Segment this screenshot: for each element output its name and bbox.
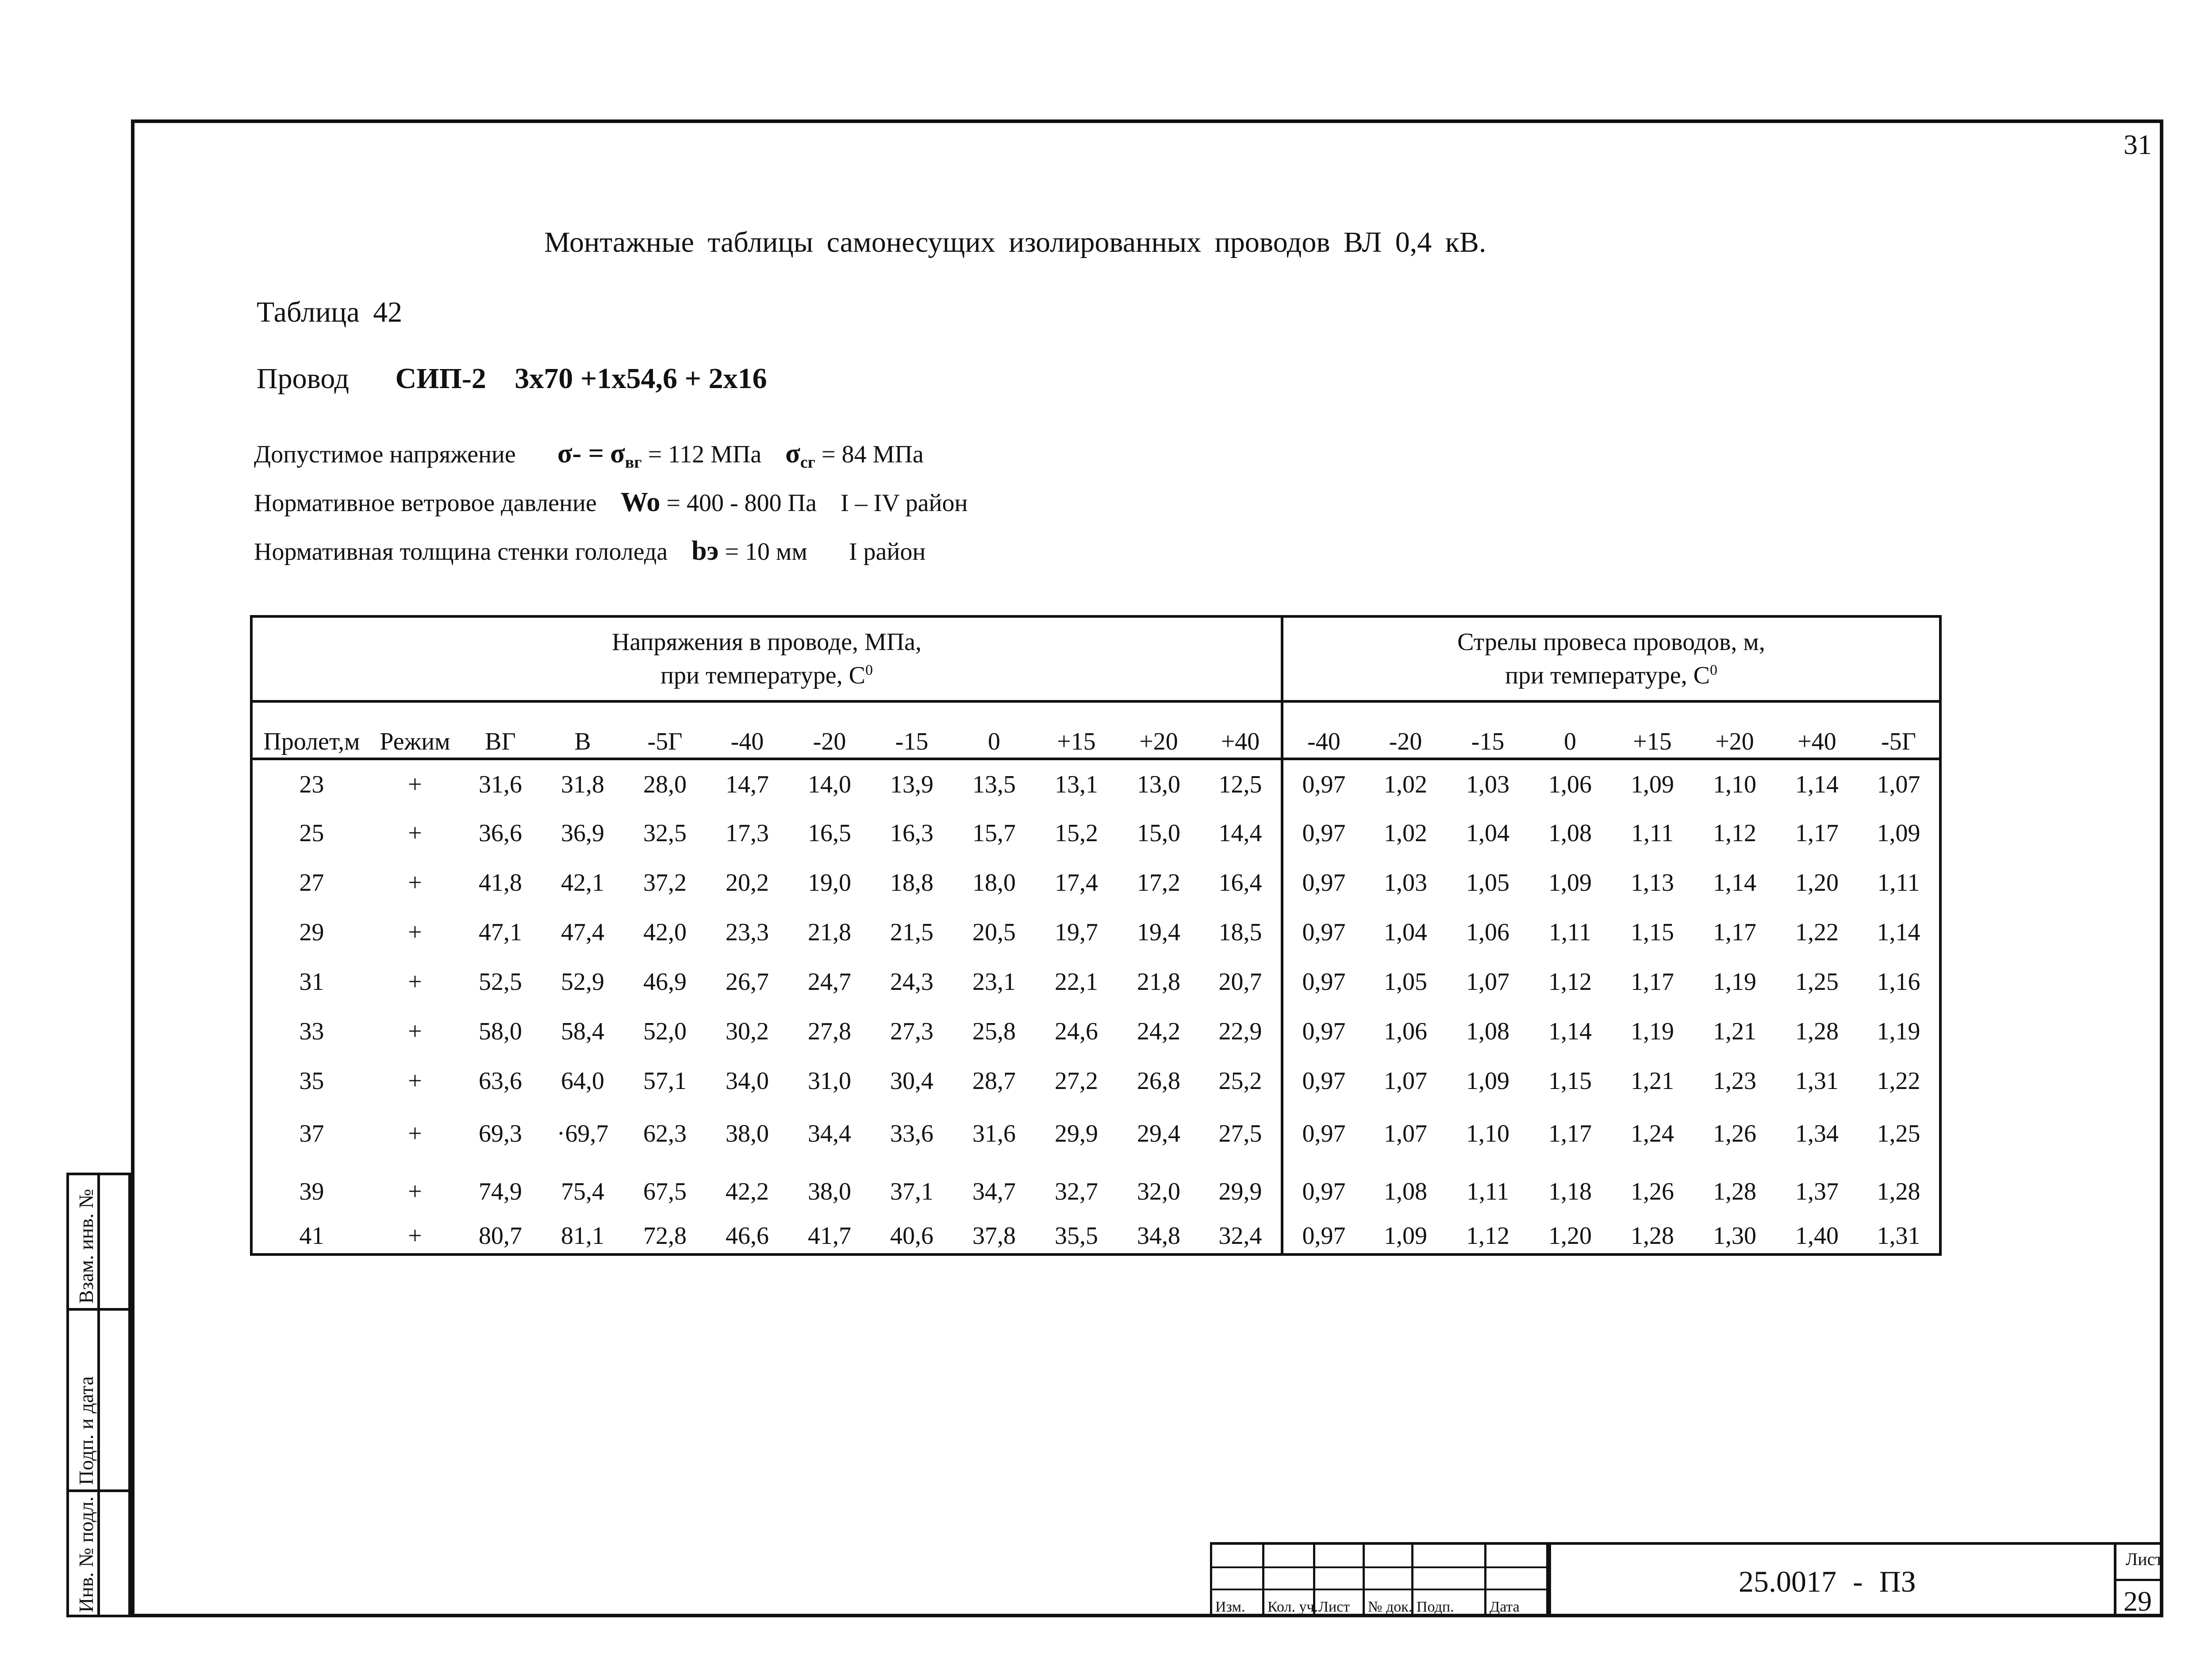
table-cell: 1,14 <box>1795 770 1839 798</box>
table-cell: 1,04 <box>1384 919 1427 946</box>
table-cell: 69,3 <box>479 1120 522 1147</box>
table-cell: 27,2 <box>1055 1067 1098 1095</box>
table-cell: 26,7 <box>726 968 769 996</box>
table-cell: 1,09 <box>1466 1067 1509 1095</box>
table-cell: 1,07 <box>1384 1067 1427 1095</box>
table-cell: 1,23 <box>1713 1067 1756 1095</box>
table-cell: 1,11 <box>1549 919 1591 946</box>
table-cell: 0,97 <box>1282 1007 1364 1056</box>
side-cell-replace <box>69 1175 100 1308</box>
table-cell: 16,5 <box>808 820 851 847</box>
table-cell: 1,11 <box>1467 1178 1509 1205</box>
table-cell: 29 <box>251 908 371 957</box>
table-cell: ·69,7 <box>557 1120 609 1147</box>
table-cell: 1,24 <box>1631 1120 1674 1147</box>
column-header: -15 <box>871 701 953 759</box>
table-cell: 1,22 <box>1795 919 1839 946</box>
table-cell: 34,8 <box>1118 1222 1200 1254</box>
table-row <box>251 908 1940 957</box>
table-cell: 35,5 <box>1035 1222 1118 1254</box>
table-cell: 24,6 <box>1055 1018 1098 1045</box>
table-cell: 46,6 <box>706 1222 788 1254</box>
table-cell: 41,8 <box>479 869 522 896</box>
table-cell: 1,17 <box>1631 968 1674 996</box>
table-cell: 17,2 <box>1137 869 1180 896</box>
table-cell: 1,22 <box>1858 1056 1940 1106</box>
table-cell: 52,5 <box>479 968 522 996</box>
table-cell: 1,02 <box>1384 820 1427 847</box>
table-cell: 64,0 <box>561 1067 604 1095</box>
table-cell: 81,1 <box>541 1222 624 1254</box>
table-cell: 42,2 <box>726 1178 769 1205</box>
table-cell: 42,1 <box>561 869 604 896</box>
table-cell: 1,21 <box>1713 1018 1756 1045</box>
column-header: +40 <box>1200 701 1282 759</box>
table-label: Таблица 42 <box>257 296 403 328</box>
document-code: 25.0017 - ПЗ <box>1739 1565 1916 1598</box>
title-block-label: Кол. уч. <box>1267 1599 1318 1615</box>
table-cell: + <box>408 1018 422 1045</box>
group-header-stress <box>251 616 1282 701</box>
table-cell: 1,37 <box>1795 1178 1839 1205</box>
title-block-label: № док. <box>1368 1599 1413 1615</box>
table-cell: + <box>408 919 422 946</box>
table-cell: 21,8 <box>1137 968 1180 996</box>
table-cell: + <box>408 968 422 996</box>
title-block-label: Подп. <box>1417 1599 1454 1615</box>
wind-symbol: Wo <box>620 487 661 517</box>
table-cell: 0,97 <box>1282 908 1364 957</box>
table-cell: 0,97 <box>1282 808 1364 858</box>
table-cell: 1,09 <box>1858 808 1940 858</box>
stress-symbol-3: σ <box>785 439 800 469</box>
title-block-vline <box>1262 1542 1264 1617</box>
table-cell: 23,3 <box>726 919 769 946</box>
table-cell: + <box>408 1067 422 1095</box>
table-cell: 31,6 <box>479 770 522 798</box>
table-cell: 20,2 <box>726 869 769 896</box>
table-cell: 34,7 <box>972 1178 1016 1205</box>
table-cell: 0,97 <box>1282 1056 1364 1106</box>
column-header: ВГ <box>459 701 541 759</box>
table-cell: 31,6 <box>972 1120 1016 1147</box>
table-cell: 1,05 <box>1466 869 1509 896</box>
wire-type: СИП-2 <box>395 362 486 395</box>
title-block-hline <box>1210 1589 1548 1590</box>
table-row <box>251 1106 1940 1162</box>
table-cell: 1,11 <box>1858 858 1940 908</box>
wire-label: Провод <box>257 362 349 395</box>
table-cell: 37,1 <box>890 1178 933 1205</box>
table-cell: 0,97 <box>1282 858 1364 908</box>
document-title: Монтажные таблицы самонесущих изолированных проводов ВЛ 0,4 кВ. <box>544 226 1486 258</box>
title-block-vline <box>1363 1542 1365 1617</box>
table-cell: 37,8 <box>953 1222 1035 1254</box>
table-cell: 14,4 <box>1218 820 1262 847</box>
wind-region: I – IV район <box>840 489 968 517</box>
stress-value-2: = 84 МПа <box>822 441 924 468</box>
table-cell: 67,5 <box>643 1178 687 1205</box>
table-cell: 1,19 <box>1858 1007 1940 1056</box>
table-cell: 1,12 <box>1548 968 1592 996</box>
table-cell: 1,07 <box>1858 759 1940 808</box>
table-cell: 30,2 <box>726 1018 769 1045</box>
table-cell: 47,4 <box>561 919 604 946</box>
table-cell: 38,0 <box>726 1120 769 1147</box>
column-header: +15 <box>1035 701 1118 759</box>
column-header: +20 <box>1118 701 1200 759</box>
table-cell: 41 <box>251 1222 371 1254</box>
table-cell: 74,9 <box>479 1178 522 1205</box>
table-cell: 1,12 <box>1447 1222 1529 1254</box>
column-header: -20 <box>788 701 871 759</box>
table-cell: 31 <box>251 957 371 1007</box>
table-cell: 1,17 <box>1713 919 1756 946</box>
wind-label: Нормативное ветровое давление <box>254 489 597 517</box>
table-cell: 1,09 <box>1631 770 1674 798</box>
table-cell: 29,9 <box>1055 1120 1098 1147</box>
table-cell: 72,8 <box>624 1222 706 1254</box>
table-cell: 14,7 <box>726 770 769 798</box>
table-cell: 32,5 <box>643 820 687 847</box>
table-cell: 1,31 <box>1795 1067 1839 1095</box>
table-cell: 22,9 <box>1218 1018 1262 1045</box>
table-cell: 38,0 <box>808 1178 851 1205</box>
table-cell: 1,07 <box>1466 968 1509 996</box>
table-cell: 0,97 <box>1282 1162 1364 1222</box>
table-cell: 15,0 <box>1137 820 1180 847</box>
table-cell: 25,8 <box>972 1018 1016 1045</box>
side-cell-inventory <box>69 1492 100 1615</box>
ice-symbol: bэ <box>691 536 719 566</box>
group-stress-line1: Напряжения в проводе, МПа, <box>611 628 922 656</box>
table-cell: 19,0 <box>808 869 851 896</box>
table-cell: 19,7 <box>1055 919 1098 946</box>
table-cell: 1,12 <box>1713 820 1756 847</box>
table-cell: 21,5 <box>890 919 933 946</box>
table-cell: 62,3 <box>643 1120 687 1147</box>
column-header: 0 <box>953 701 1035 759</box>
table-cell: 12,5 <box>1218 770 1262 798</box>
table-cell: 1,25 <box>1858 1106 1940 1162</box>
table-cell: 36,6 <box>479 820 522 847</box>
table-cell: 13,5 <box>972 770 1016 798</box>
table-cell: 37 <box>251 1106 371 1162</box>
column-header: -15 <box>1447 701 1529 759</box>
param-wind-pressure <box>254 487 968 518</box>
table-cell: 1,19 <box>1631 1018 1674 1045</box>
table-row <box>251 858 1940 908</box>
table-cell: 75,4 <box>561 1178 604 1205</box>
table-cell: 25 <box>251 808 371 858</box>
table-cell: 1,20 <box>1529 1222 1611 1254</box>
table-cell: 20,5 <box>972 919 1016 946</box>
table-cell: 16,4 <box>1218 869 1262 896</box>
table-cell: 18,8 <box>890 869 933 896</box>
table-cell: 22,1 <box>1055 968 1098 996</box>
table-cell: 1,13 <box>1631 869 1674 896</box>
table-cell: 1,26 <box>1713 1120 1756 1147</box>
table-cell: 1,14 <box>1858 908 1940 957</box>
table-row <box>251 759 1940 808</box>
table-cell: 1,14 <box>1713 869 1756 896</box>
title-block-vline <box>1210 1542 1212 1617</box>
table-cell: 1,08 <box>1548 820 1592 847</box>
table-cell: 17,3 <box>726 820 769 847</box>
column-header: Пролет,м <box>251 701 371 759</box>
table-cell: 28,0 <box>643 770 687 798</box>
table-cell: 1,25 <box>1795 968 1839 996</box>
table-cell: 0,97 <box>1282 957 1364 1007</box>
table-cell: 41,7 <box>788 1222 871 1254</box>
table-cell: 1,16 <box>1858 957 1940 1007</box>
table-cell: + <box>408 820 422 847</box>
table-cell: 1,03 <box>1466 770 1509 798</box>
side-text-inventory: Инв. № подл. <box>75 1496 97 1612</box>
table-cell: 15,2 <box>1055 820 1098 847</box>
table-cell: 1,26 <box>1631 1178 1674 1205</box>
table-cell: 1,40 <box>1776 1222 1858 1254</box>
degree-sup: 0 <box>865 662 873 679</box>
table-row <box>251 808 1940 858</box>
group-stress-line2-text: при температуре, С <box>661 662 865 689</box>
ice-value: = 10 мм <box>725 538 807 566</box>
title-block-vline <box>1484 1542 1486 1617</box>
table-cell: 13,9 <box>890 770 933 798</box>
table-cell: 31,8 <box>561 770 604 798</box>
table-cell: 1,30 <box>1694 1222 1776 1254</box>
table-cell: 36,9 <box>561 820 604 847</box>
table-cell: 26,8 <box>1137 1067 1180 1095</box>
table-cell: 20,7 <box>1218 968 1262 996</box>
table-cell: 42,0 <box>643 919 687 946</box>
table-cell: 47,1 <box>479 919 522 946</box>
column-header: -5Г <box>1858 701 1940 759</box>
table-cell: 1,08 <box>1384 1178 1427 1205</box>
table-row <box>251 1222 1940 1254</box>
table-cell: 1,17 <box>1795 820 1839 847</box>
table-cell: 1,02 <box>1384 770 1427 798</box>
table-cell: 32,0 <box>1137 1178 1180 1205</box>
title-block-hline <box>1210 1566 1548 1568</box>
title-block-separator <box>1548 1542 1551 1617</box>
table-cell: 24,3 <box>890 968 933 996</box>
ice-region: I район <box>849 538 926 566</box>
stress-sub-3: сг <box>800 453 816 472</box>
table-cell: 29,9 <box>1218 1178 1262 1205</box>
table-cell: 1,31 <box>1858 1222 1940 1254</box>
table-cell: 13,0 <box>1137 770 1180 798</box>
sheet-divider <box>2114 1579 2163 1581</box>
table-cell: 1,07 <box>1384 1120 1427 1147</box>
mounting-table <box>250 615 1942 1256</box>
group-sag-line2 <box>1283 656 1939 690</box>
table-cell: 58,4 <box>561 1018 604 1045</box>
table-cell: 34,0 <box>726 1067 769 1095</box>
side-text-sign: Подп. и дата <box>75 1376 97 1485</box>
table-cell: 1,05 <box>1384 968 1427 996</box>
table-cell: 18,5 <box>1218 919 1262 946</box>
table-cell: 32,4 <box>1200 1222 1282 1254</box>
stress-value-1: = 112 МПа <box>648 441 762 468</box>
table-cell: 58,0 <box>479 1018 522 1045</box>
table-cell: 21,8 <box>808 919 851 946</box>
table-cell: 0,97 <box>1282 1106 1364 1162</box>
title-block-grid <box>1210 1542 1548 1617</box>
stress-symbol-1: σ- = <box>557 439 604 469</box>
column-header: 0 <box>1529 701 1611 759</box>
table-cell: + <box>371 1222 459 1254</box>
table-row <box>251 957 1940 1007</box>
table-cell: 30,4 <box>890 1067 933 1095</box>
column-header: -40 <box>706 701 788 759</box>
group-stress-line2 <box>253 656 1281 690</box>
table-cell: 46,9 <box>643 968 687 996</box>
table-cell: 18,0 <box>972 869 1016 896</box>
table-cell: 25,2 <box>1218 1067 1262 1095</box>
table-cell: 80,7 <box>459 1222 541 1254</box>
table-cell: 1,21 <box>1631 1067 1674 1095</box>
table-cell: + <box>408 770 422 798</box>
table-row <box>251 1162 1940 1222</box>
table-cell: 13,1 <box>1055 770 1098 798</box>
table-cell: 19,4 <box>1137 919 1180 946</box>
column-header: +15 <box>1611 701 1694 759</box>
table-cell: 27,3 <box>890 1018 933 1045</box>
table-cell: 15,7 <box>972 820 1016 847</box>
table-cell: 57,1 <box>643 1067 687 1095</box>
stress-label: Допустимое напряжение <box>254 441 516 468</box>
column-header: -20 <box>1364 701 1447 759</box>
table-row <box>251 1056 1940 1106</box>
table-cell: 1,28 <box>1611 1222 1694 1254</box>
group-sag-line1: Стрелы провеса проводов, м, <box>1457 628 1765 656</box>
table-cell: 27 <box>251 858 371 908</box>
table-cell: 23,1 <box>972 968 1016 996</box>
table-cell: 1,09 <box>1364 1222 1447 1254</box>
sheet-number: 29 <box>2124 1585 2152 1617</box>
table-row <box>251 1007 1940 1056</box>
table-cell: 1,09 <box>1548 869 1592 896</box>
table-cell: 1,15 <box>1548 1067 1592 1095</box>
table-cell: + <box>408 1120 422 1147</box>
table-cell: 1,03 <box>1384 869 1427 896</box>
table-cell: 1,06 <box>1384 1018 1427 1045</box>
side-text-replace: Взам. инв. № <box>75 1189 97 1304</box>
table-cell: + <box>408 1178 422 1205</box>
table-cell: 33,6 <box>890 1120 933 1147</box>
param-ice-thickness <box>254 535 926 567</box>
table-cell: 23 <box>251 759 371 808</box>
table-cell: 35 <box>251 1056 371 1106</box>
table-cell: 1,28 <box>1713 1178 1756 1205</box>
table-cell: 1,20 <box>1795 869 1839 896</box>
table-cell: 14,0 <box>808 770 851 798</box>
table-cell: 0,97 <box>1282 759 1364 808</box>
degree-sup: 0 <box>1709 662 1717 679</box>
sheet-label: Лист <box>2126 1549 2163 1569</box>
table-cell: 1,15 <box>1631 919 1674 946</box>
table-cell: 27,8 <box>808 1018 851 1045</box>
column-header: +40 <box>1776 701 1858 759</box>
column-header: В <box>541 701 624 759</box>
group-header-sag <box>1282 616 1940 701</box>
table-cell: 52,9 <box>561 968 604 996</box>
group-sag-line2-text: при температуре, С <box>1505 662 1710 689</box>
stress-sub-2: вг <box>625 453 642 472</box>
column-header: Режим <box>371 701 459 759</box>
table-cell: 24,2 <box>1137 1018 1180 1045</box>
ice-label: Нормативная толщина стенки гололеда <box>254 538 668 566</box>
table-cell: 1,18 <box>1548 1178 1592 1205</box>
table-cell: 1,11 <box>1631 820 1674 847</box>
table-cell: 63,6 <box>479 1067 522 1095</box>
table-cell: 17,4 <box>1055 869 1098 896</box>
table-cell: 24,7 <box>808 968 851 996</box>
side-stamp-strip <box>66 1173 131 1617</box>
table-cell: 33 <box>251 1007 371 1056</box>
table-cell: 34,4 <box>808 1120 851 1147</box>
table-cell: 39 <box>251 1162 371 1222</box>
wire-spec: 3х70 +1х54,6 + 2х16 <box>515 362 767 395</box>
table-cell: + <box>408 869 422 896</box>
table-cell: 1,10 <box>1466 1120 1509 1147</box>
param-allowable-stress <box>254 438 924 472</box>
wind-value: = 400 - 800 Па <box>666 489 817 517</box>
column-header: -5Г <box>624 701 706 759</box>
side-cell-sign <box>69 1311 100 1489</box>
table-cell: 1,08 <box>1466 1018 1509 1045</box>
table-cell: 28,7 <box>972 1067 1016 1095</box>
table-cell: 29,4 <box>1137 1120 1180 1147</box>
table-cell: 1,28 <box>1858 1162 1940 1222</box>
table-cell: 1,06 <box>1466 919 1509 946</box>
table-cell: 1,04 <box>1466 820 1509 847</box>
table-cell: 27,5 <box>1218 1120 1262 1147</box>
table-cell: 1,10 <box>1713 770 1756 798</box>
column-header-row <box>251 701 1940 759</box>
table-cell: 1,28 <box>1795 1018 1839 1045</box>
column-header: -40 <box>1282 701 1364 759</box>
title-block-label: Дата <box>1490 1599 1520 1615</box>
table-cell: 1,19 <box>1713 968 1756 996</box>
table-cell: 31,0 <box>808 1067 851 1095</box>
table-body <box>251 759 1940 1254</box>
title-block-label: Изм. <box>1215 1599 1245 1615</box>
table-cell: 1,06 <box>1548 770 1592 798</box>
table-cell: 40,6 <box>871 1222 953 1254</box>
title-block-label: Лист <box>1318 1599 1350 1615</box>
table-cell: 1,34 <box>1795 1120 1839 1147</box>
table-cell: 52,0 <box>643 1018 687 1045</box>
column-header: +20 <box>1694 701 1776 759</box>
table-cell: 0,97 <box>1282 1222 1364 1254</box>
page-number: 31 <box>2124 129 2152 160</box>
table-cell: 1,17 <box>1548 1120 1592 1147</box>
wire-heading <box>257 362 767 396</box>
table-cell: 16,3 <box>890 820 933 847</box>
table-cell: 1,14 <box>1548 1018 1592 1045</box>
table-cell: 37,2 <box>643 869 687 896</box>
table-cell: 32,7 <box>1055 1178 1098 1205</box>
stress-symbol-2: σ <box>610 439 625 469</box>
